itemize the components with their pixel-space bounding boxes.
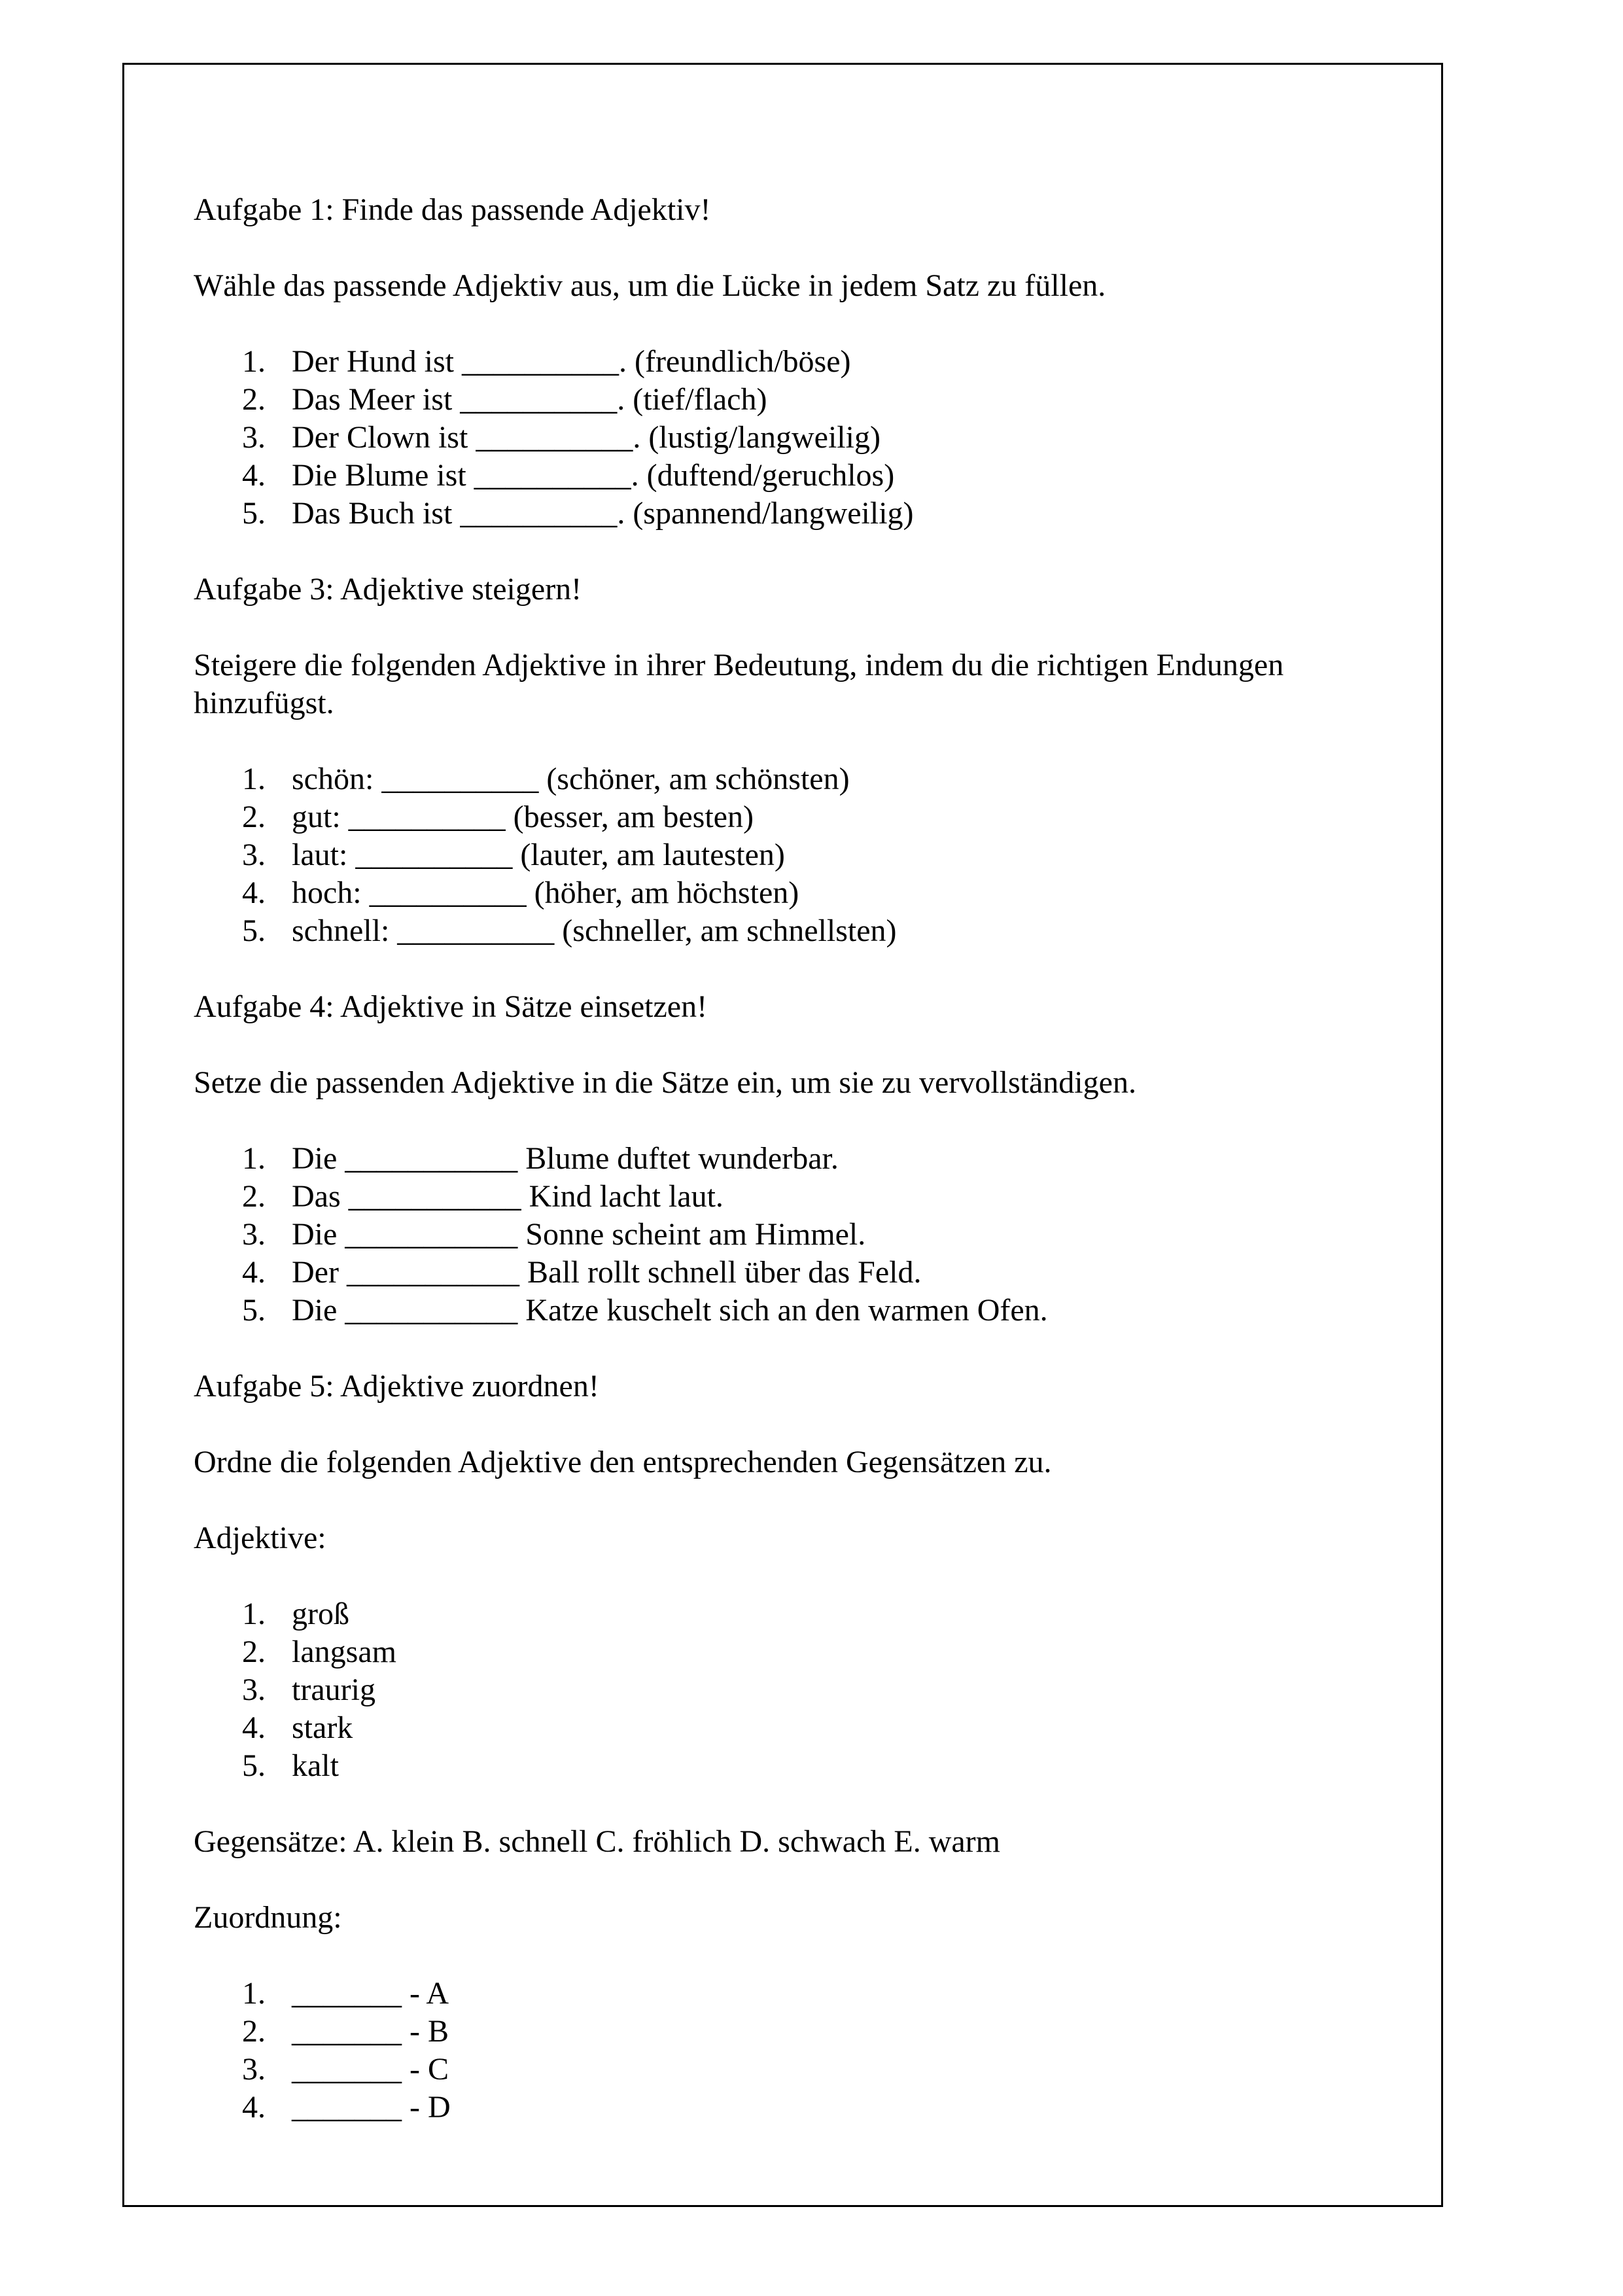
list-item-text: _______ - A xyxy=(292,1976,449,2011)
list-item-text: gut: __________ (besser, am besten) xyxy=(292,800,754,834)
list-item xyxy=(194,1140,1371,1178)
list-number: 1. xyxy=(242,1597,266,1631)
list-item xyxy=(194,836,1371,874)
list-item-text: _______ - C xyxy=(292,2052,449,2087)
list-item xyxy=(194,1633,1371,1671)
list-item xyxy=(194,1671,1371,1709)
list-number: 5. xyxy=(242,1748,266,1783)
worksheet-content xyxy=(194,191,1371,2164)
task-3-heading: Aufgabe 3: Adjektive steigern! xyxy=(194,572,582,607)
list-number: 3. xyxy=(242,2052,266,2087)
list-item-text: hoch: __________ (höher, am höchsten) xyxy=(292,875,799,910)
list-number: 2. xyxy=(242,1634,266,1669)
list-item-text: Das Buch ist __________. (spannend/langweilig) xyxy=(292,496,914,531)
list-item-text: Die Blume ist __________. (duftend/geruchlos) xyxy=(292,458,895,493)
list-number: 5. xyxy=(242,1293,266,1328)
list-number: 1. xyxy=(242,1976,266,2011)
adjectives-label: Adjektive: xyxy=(194,1521,326,1555)
list-number: 4. xyxy=(242,2090,266,2125)
list-item-text: Die ___________ Sonne scheint am Himmel. xyxy=(292,1217,866,1252)
task-3-instruction: Steigere die folgenden Adjektive in ihrer Bedeutung, indem du die richtigen Endungen hinzufügst. xyxy=(194,648,1292,720)
list-number: 3. xyxy=(242,838,266,872)
list-number: 2. xyxy=(242,382,266,417)
list-item-text: _______ - D xyxy=(292,2090,451,2125)
list-item xyxy=(194,1975,1371,2013)
list-item xyxy=(194,1292,1371,1330)
list-number: 1. xyxy=(242,762,266,796)
list-item-text: schön: __________ (schöner, am schönsten) xyxy=(292,762,850,796)
task-1-list xyxy=(194,343,1371,533)
list-item-text: Der Hund ist __________. (freundlich/böse) xyxy=(292,344,851,379)
list-number: 5. xyxy=(242,913,266,948)
list-item-text: Die ___________ Katze kuschelt sich an den warmen Ofen. xyxy=(292,1293,1048,1328)
list-number: 1. xyxy=(242,344,266,379)
list-number: 4. xyxy=(242,1255,266,1290)
list-number: 2. xyxy=(242,2014,266,2049)
list-number: 5. xyxy=(242,496,266,531)
list-item xyxy=(194,495,1371,533)
list-item xyxy=(194,1747,1371,1785)
list-item xyxy=(194,2089,1371,2127)
list-number: 2. xyxy=(242,800,266,834)
list-item xyxy=(194,874,1371,912)
task-4-list xyxy=(194,1140,1371,1330)
list-item xyxy=(194,1595,1371,1633)
list-item xyxy=(194,381,1371,419)
list-number: 4. xyxy=(242,458,266,493)
opposites-line: Gegensätze: A. klein B. schnell C. fröhlich D. schwach E. warm xyxy=(194,1824,1000,1859)
list-item xyxy=(194,1254,1371,1292)
list-item-text: schnell: __________ (schneller, am schnellsten) xyxy=(292,913,897,948)
list-item xyxy=(194,1216,1371,1254)
list-number: 3. xyxy=(242,1672,266,1707)
list-item xyxy=(194,760,1371,798)
list-item-text: Die ___________ Blume duftet wunderbar. xyxy=(292,1141,839,1176)
list-number: 4. xyxy=(242,1710,266,1745)
list-number: 3. xyxy=(242,1217,266,1252)
list-number: 3. xyxy=(242,420,266,455)
task-3-list xyxy=(194,760,1371,950)
task-1-heading: Aufgabe 1: Finde das passende Adjektiv! xyxy=(194,192,711,227)
list-item-text: laut: __________ (lauter, am lautesten) xyxy=(292,838,785,872)
task-1-instruction: Wähle das passende Adjektiv aus, um die Lücke in jedem Satz zu füllen. xyxy=(194,268,1106,303)
task-4-instruction: Setze die passenden Adjektive in die Sätze ein, um sie zu vervollständigen. xyxy=(194,1065,1136,1100)
list-item-text: traurig xyxy=(292,1672,375,1707)
list-item-text: Das Meer ist __________. (tief/flach) xyxy=(292,382,767,417)
list-item-text: kalt xyxy=(292,1748,339,1783)
list-item xyxy=(194,2051,1371,2089)
list-item-text: Der Clown ist __________. (lustig/langweilig) xyxy=(292,420,881,455)
list-item-text: _______ - B xyxy=(292,2014,449,2049)
list-item xyxy=(194,343,1371,381)
list-item xyxy=(194,912,1371,950)
list-item-text: stark xyxy=(292,1710,353,1745)
adjectives-list xyxy=(194,1595,1371,1785)
list-item xyxy=(194,1709,1371,1747)
list-item-text: Das ___________ Kind lacht laut. xyxy=(292,1179,724,1214)
list-item xyxy=(194,1178,1371,1216)
list-number: 2. xyxy=(242,1179,266,1214)
list-item xyxy=(194,419,1371,457)
task-5-heading: Aufgabe 5: Adjektive zuordnen! xyxy=(194,1369,599,1404)
task-4-heading: Aufgabe 4: Adjektive in Sätze einsetzen! xyxy=(194,989,708,1024)
list-number: 4. xyxy=(242,875,266,910)
list-item-text: groß xyxy=(292,1597,349,1631)
assignment-list xyxy=(194,1975,1371,2127)
assignment-label: Zuordnung: xyxy=(194,1900,342,1935)
list-item-text: Der ___________ Ball rollt schnell über das Feld. xyxy=(292,1255,922,1290)
list-number: 1. xyxy=(242,1141,266,1176)
list-item xyxy=(194,457,1371,495)
list-item-text: langsam xyxy=(292,1634,396,1669)
list-item xyxy=(194,2013,1371,2051)
list-item xyxy=(194,798,1371,836)
task-5-instruction: Ordne die folgenden Adjektive den entsprechenden Gegensätzen zu. xyxy=(194,1445,1052,1479)
